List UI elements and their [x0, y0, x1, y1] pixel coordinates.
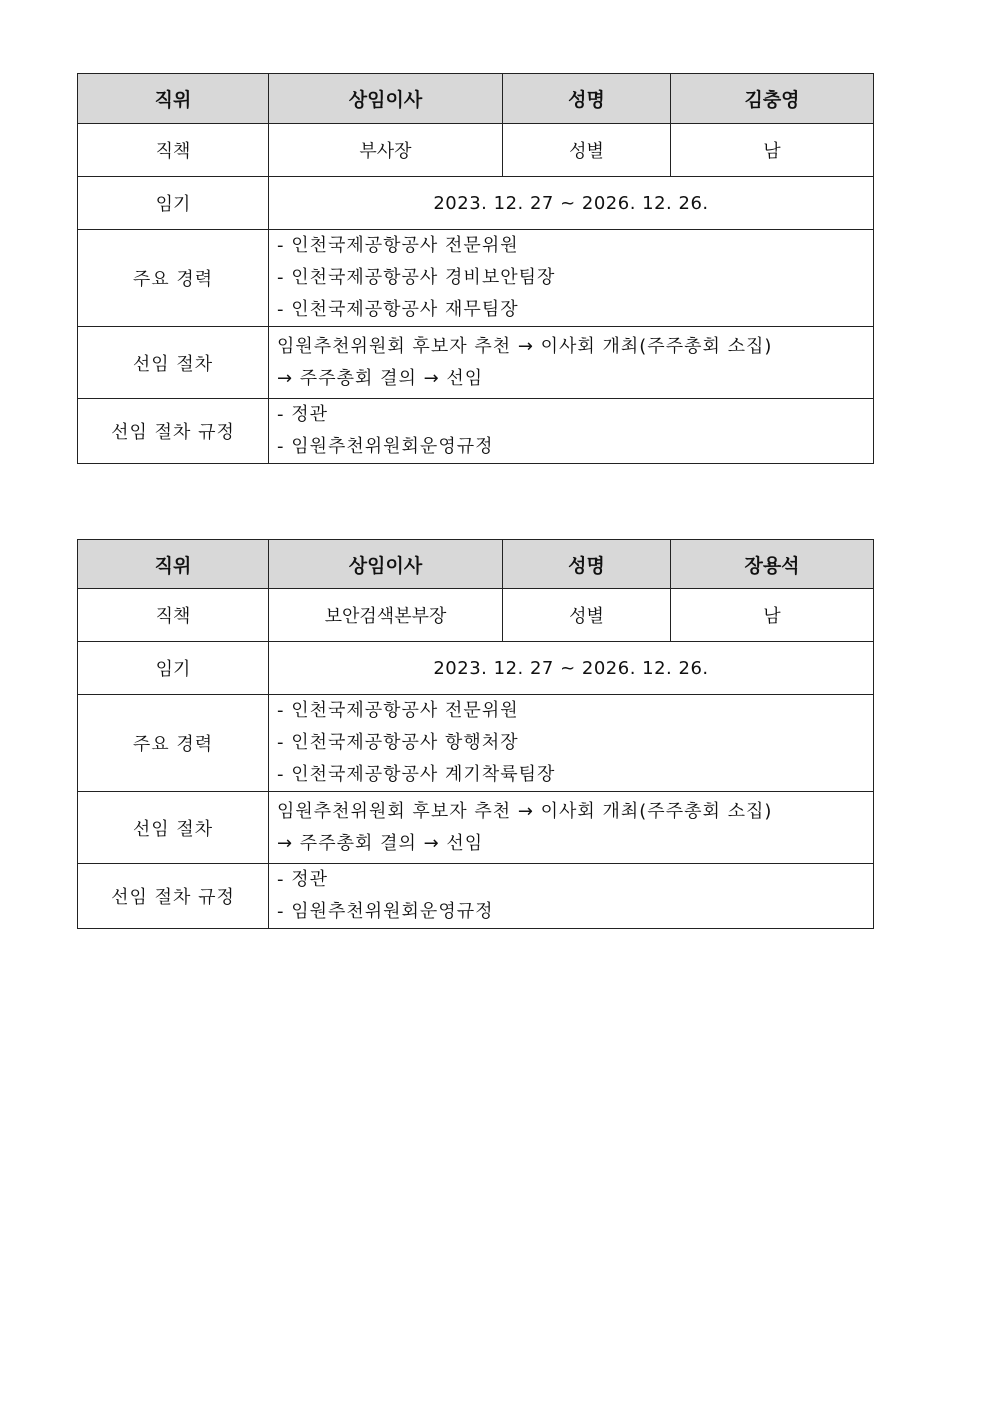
procedure-line: 임원추천위원회 후보자 추천 → 이사회 개최(주주총회 소집): [277, 800, 773, 822]
position-label: 직위: [78, 74, 269, 124]
procedure-label: 선임 절차: [78, 792, 269, 864]
gender-label: 성별: [503, 589, 671, 642]
duty-label: 직책: [78, 124, 269, 177]
rules-row: [78, 399, 874, 464]
duty-row: [78, 124, 874, 177]
rules-label: 선임 절차 규정: [78, 399, 269, 464]
duty-row: [78, 589, 874, 642]
term-row: [78, 642, 874, 695]
term-label: 임기: [78, 642, 269, 695]
career-label: 주요 경력: [78, 695, 269, 792]
rules-item: - 임원추천위원회운영규정: [277, 436, 494, 457]
term-label: 임기: [78, 177, 269, 230]
duty-label: 직책: [78, 589, 269, 642]
career-item: - 인천국제공항공사 항행처장: [277, 732, 519, 753]
gender-label: 성별: [503, 124, 671, 177]
career-item: - 인천국제공항공사 재무팀장: [277, 299, 519, 320]
officer-table-1: [77, 73, 874, 464]
header-row: [78, 540, 874, 589]
position-value: 상임이사: [269, 540, 503, 589]
duty-value: 부사장: [269, 124, 503, 177]
procedure-text: [269, 327, 874, 399]
career-row: [78, 230, 874, 327]
career-item: - 인천국제공항공사 전문위원: [277, 235, 519, 256]
duty-value: 보안검색본부장: [269, 589, 503, 642]
gender-value: 남: [671, 589, 874, 642]
career-row: [78, 695, 874, 792]
career-list: [269, 695, 874, 792]
position-label: 직위: [78, 540, 269, 589]
name-label: 성명: [503, 74, 671, 124]
header-row: [78, 74, 874, 124]
term-row: [78, 177, 874, 230]
procedure-line: → 주주총회 결의 → 선임: [277, 367, 484, 389]
term-value: 2023. 12. 27 ~ 2026. 12. 26.: [269, 177, 874, 230]
gender-value: 남: [671, 124, 874, 177]
name-value: 김충영: [671, 74, 874, 124]
procedure-row: [78, 792, 874, 864]
rules-item: - 정관: [277, 404, 328, 425]
officer-table-2: [77, 539, 874, 929]
procedure-text: [269, 792, 874, 864]
rules-item: - 정관: [277, 869, 328, 890]
name-value: 장용석: [671, 540, 874, 589]
procedure-label: 선임 절차: [78, 327, 269, 399]
position-value: 상임이사: [269, 74, 503, 124]
career-item: - 인천국제공항공사 경비보안팀장: [277, 267, 556, 288]
rules-item: - 임원추천위원회운영규정: [277, 901, 494, 922]
career-item: - 인천국제공항공사 계기착륙팀장: [277, 764, 556, 785]
procedure-line: → 주주총회 결의 → 선임: [277, 832, 484, 854]
procedure-line: 임원추천위원회 후보자 추천 → 이사회 개최(주주총회 소집): [277, 335, 773, 357]
procedure-row: [78, 327, 874, 399]
career-list: [269, 230, 874, 327]
career-label: 주요 경력: [78, 230, 269, 327]
name-label: 성명: [503, 540, 671, 589]
rules-label: 선임 절차 규정: [78, 864, 269, 929]
rules-list: [269, 864, 874, 929]
career-item: - 인천국제공항공사 전문위원: [277, 700, 519, 721]
rules-list: [269, 399, 874, 464]
rules-row: [78, 864, 874, 929]
term-value: 2023. 12. 27 ~ 2026. 12. 26.: [269, 642, 874, 695]
